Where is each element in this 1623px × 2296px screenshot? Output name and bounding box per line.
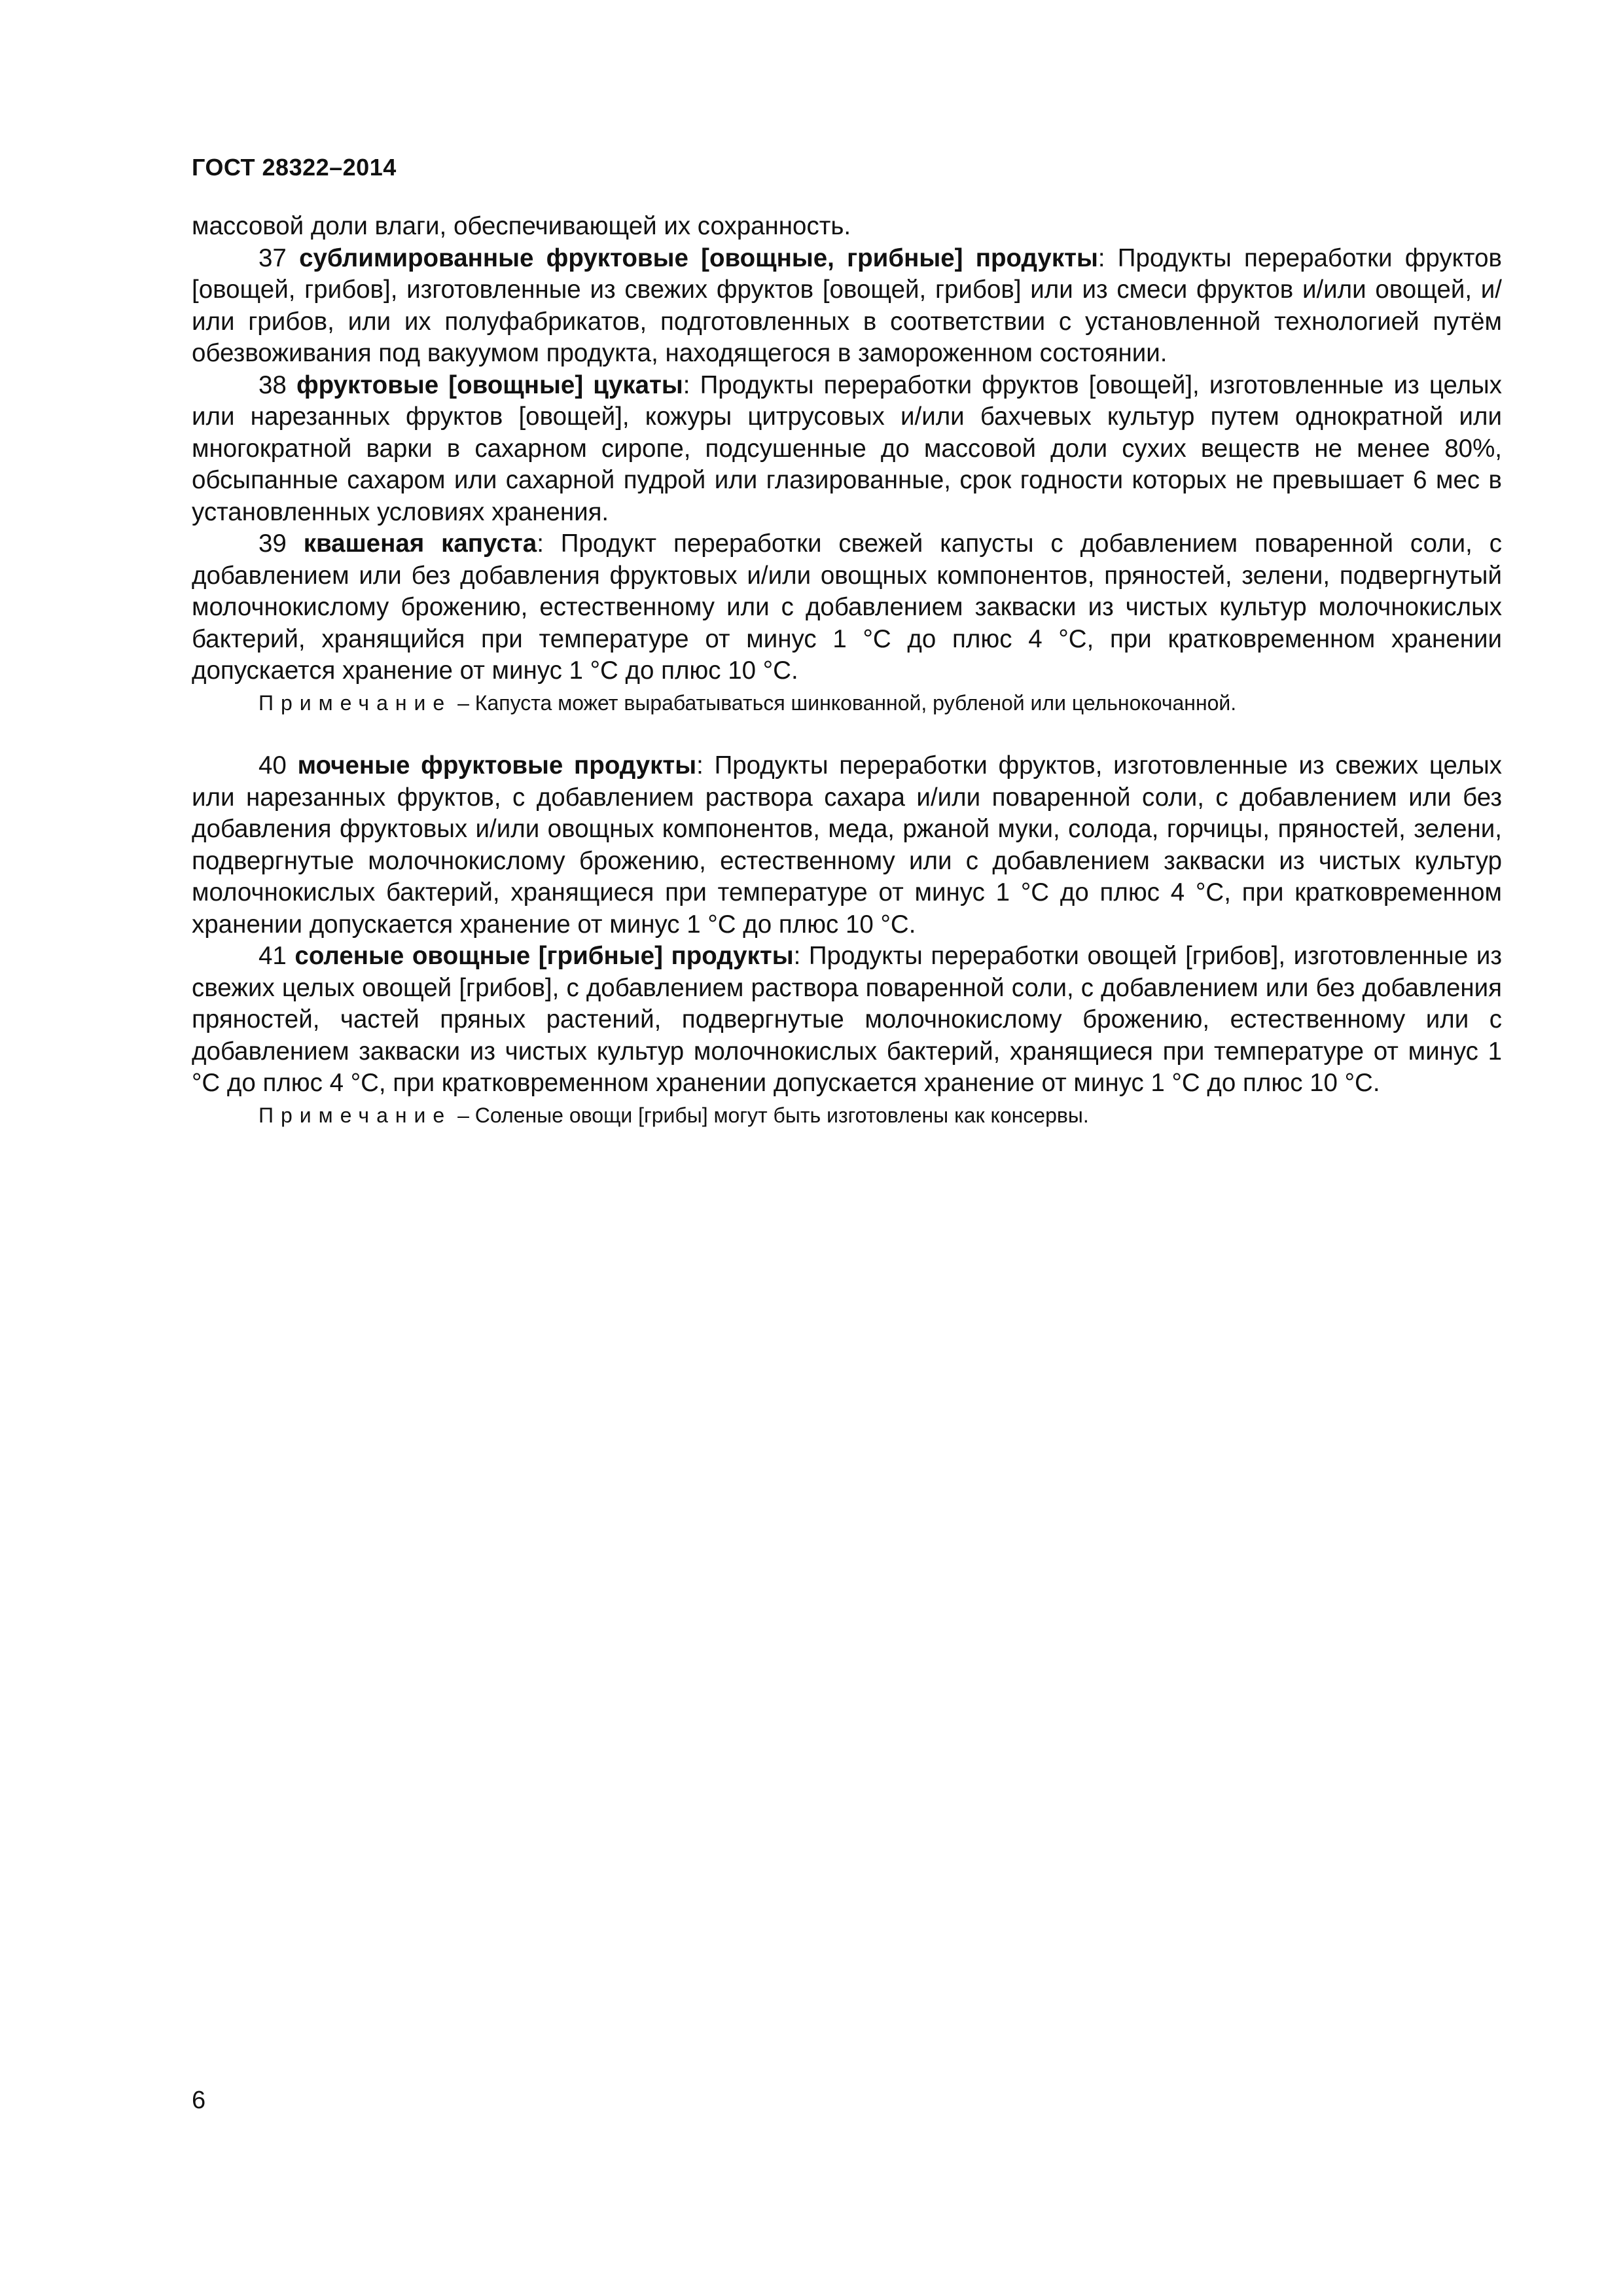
entry-term: моченые фруктовые продукты — [297, 751, 697, 780]
entry-definition: : Продукты переработки овощей [грибов], изготовленные из свежих целых овощей [грибов], с добавлением раствора поваренной соли, с добавлением или без добавления пряностей, частей пряных растений, подвергнутые молочнокислому брожению, естественному или с добавлением закваски из чистых культур молочнокислых бактерий, хранящиеся при температуре от минус 1 °С до плюс 4 °С, при кратковременном хранении допускается хранение от минус 1 °С до плюс 10 °С. — [192, 942, 1503, 1097]
entry-term: сублимированные фруктовые [овощные, грибные] продукты — [299, 243, 1098, 272]
entry-40 — [192, 750, 1502, 941]
note-41 — [192, 1100, 1502, 1132]
note-text: – Соленые овощи [грибы] могут быть изготовлены как консервы. — [452, 1103, 1089, 1127]
note-label: Примечание — [259, 691, 452, 715]
entry-39 — [192, 528, 1502, 687]
note-39 — [192, 687, 1502, 719]
entry-38 — [192, 370, 1502, 529]
entry-41 — [192, 941, 1502, 1100]
document-header: ГОСТ 28322–2014 — [192, 154, 397, 181]
entry-number: 39 — [259, 529, 287, 558]
entry-number: 38 — [259, 370, 287, 399]
entry-number: 41 — [259, 942, 287, 970]
entry-term: квашеная капуста — [303, 529, 537, 558]
entry-term: соленые овощные [грибные] продукты — [294, 942, 794, 970]
note-text: – Капуста может вырабатываться шинкованной, рубленой или цельнокочанной. — [452, 691, 1237, 715]
entry-definition: : Продукт переработки свежей капусты с добавлением поваренной соли, с добавлением или без добавления фруктовых и/или овощных компонентов, пряностей, зелени, подвергнутый молочнокислому брожению, естественному или с добавлением закваски из чистых культур молочнокислых бактерий, хранящийся при температуре от минус 1 °С до плюс 4 °С, при кратковременном хранении допускается хранение от минус 1 °С до плюс 10 °С. — [192, 529, 1502, 685]
entry-term: фруктовые [овощные] цукаты — [296, 370, 683, 399]
entry-number: 37 — [259, 243, 287, 272]
entry-definition: : Продукты переработки фруктов [овощей, грибов], изготовленные из свежих фруктов [овощей, грибов] или из смеси фруктов и/или овощей, и/или грибов, или их полуфабрикатов, подготовленных в соответствии с установленной технологией путём обезвоживания под вакуумом продукта, находящегося в замороженном состоянии. — [192, 243, 1502, 367]
continuation-text: массовой доли влаги, обеспечивающей их сохранность. — [192, 212, 851, 240]
section-gap — [192, 719, 1502, 750]
entry-definition: : Продукты переработки фруктов, изготовленные из свежих целых или нарезанных фруктов, с добавлением раствора сахара и/или поваренной соли, с добавлением или без добавления фруктовых и/или овощных компонентов, меда, ржаной муки, солода, горчицы, пряностей, зелени, подвергнутые молочнокислому брожению, естественному или с добавлением закваски из чистых культур молочнокислых бактерий, хранящиеся при температуре от минус 1 °С до плюс 4 °С, при кратковременном хранении допускается хранение от минус 1 °С до плюс 10 °С. — [192, 751, 1502, 939]
note-label: Примечание — [259, 1103, 452, 1127]
entry-definition: : Продукты переработки фруктов [овощей], изготовленные из целых или нарезанных фруктов [овощей], кожуры цитрусовых и/или бахчевых культур путем однократной или многократной варки в сахарном сиропе, подсушенные до массовой доли сухих веществ не менее 80%, обсыпанные сахаром или сахарной пудрой или глазированные, срок годности которых не превышает 6 мес в установленных условиях хранения. — [192, 370, 1502, 526]
entry-number: 40 — [259, 751, 287, 780]
entry-37 — [192, 243, 1502, 370]
page-number: 6 — [192, 2087, 206, 2114]
document-body — [192, 211, 1502, 1131]
